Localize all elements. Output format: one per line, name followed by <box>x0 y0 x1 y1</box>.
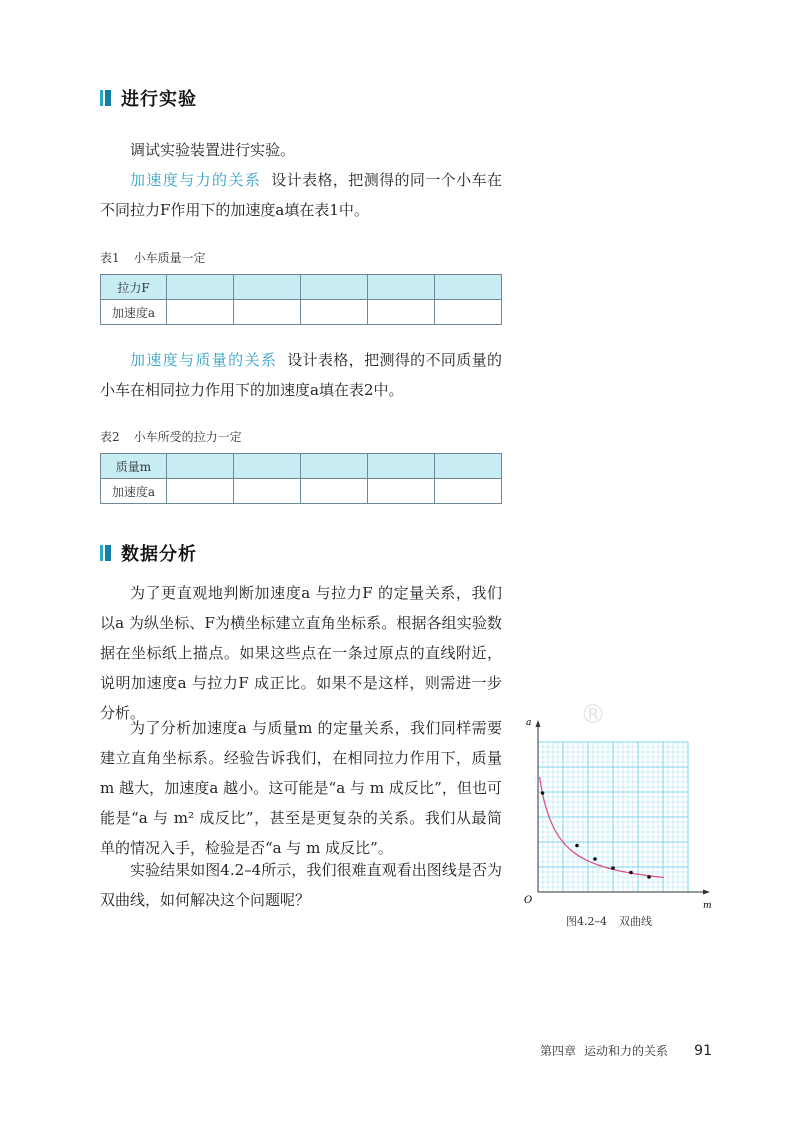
experiment-force-paragraph: 加速度与力的关系 设计表格，把测得的同一个小车在不同拉力F作用下的加速度a填在表1中。 <box>100 171 502 219</box>
table-row <box>101 300 502 325</box>
row-label-force: 拉力F <box>101 275 167 300</box>
page-footer <box>540 1042 712 1059</box>
section-heading-analysis <box>100 541 197 565</box>
y-axis-label: a <box>526 718 532 728</box>
row-label-mass: 质量m <box>101 454 167 479</box>
table-row <box>101 479 502 504</box>
origin-label: O <box>524 895 533 906</box>
registered-watermark: ® <box>580 700 606 730</box>
section-title: 数据分析 <box>121 544 197 565</box>
figure-caption: 图4.2–4 双曲线 <box>566 915 652 928</box>
section-title: 进行实验 <box>121 89 197 110</box>
experiment-mass-paragraph: 加速度与质量的关系 设计表格，把测得的不同质量的小车在相同拉力作用下的加速度a填在表2中。 <box>100 351 502 399</box>
row-label-acceleration: 加速度a <box>101 300 167 325</box>
table2 <box>100 453 502 504</box>
y-axis-arrow-icon <box>536 720 541 727</box>
table-row <box>101 275 502 300</box>
table1-caption: 表1 小车质量一定 <box>100 251 206 265</box>
data-point <box>647 875 651 879</box>
analysis-paragraph-2: 为了分析加速度a 与质量m 的定量关系，我们同样需要建立直角坐标系。经验告诉我们，在相同拉力作用下，质量m 越大，加速度a 越小。这可能是“a 与 m 成反比”，但也可能是“a 与 m² 成反比”，甚至是更复杂的关系。我们从最简单的情况入手，检验是否“a 与 m 成反比”。 <box>100 719 502 857</box>
section-heading-experiment <box>100 86 197 110</box>
data-point <box>629 871 633 875</box>
table2-caption: 表2 小车所受的拉力一定 <box>100 430 242 444</box>
table1 <box>100 274 502 325</box>
keyword-acceleration-force: 加速度与力的关系 <box>130 171 262 189</box>
footer-chapter: 第四章 <box>540 1044 577 1058</box>
x-axis-arrow-icon <box>703 890 710 895</box>
page-number: 91 <box>694 1043 712 1059</box>
analysis-paragraph-1: 为了更直观地判断加速度a 与拉力F 的定量关系，我们以a 为纵坐标、F为横坐标建立直角坐标系。根据各组实验数据在坐标纸上描点。如果这些点在一条过原点的直线附近，说明加速度a 与拉力F 成正比。如果不是这样，则需进一步分析。 <box>100 584 502 722</box>
x-axis-label: m <box>703 901 712 911</box>
heading-marker-icon <box>100 545 111 561</box>
table-row <box>101 454 502 479</box>
analysis-paragraph-3: 实验结果如图4.2–4所示，我们很难直观看出图线是否为双曲线，如何解决这个问题呢？ <box>100 861 502 909</box>
data-point <box>593 857 597 861</box>
hyperbola-graph <box>516 716 716 912</box>
keyword-acceleration-mass: 加速度与质量的关系 <box>130 351 278 369</box>
intro-paragraph: 调试实验装置进行实验。 <box>130 141 296 159</box>
heading-marker-icon <box>100 90 111 106</box>
data-point <box>541 791 545 795</box>
data-point <box>575 844 579 848</box>
data-point <box>611 866 615 870</box>
row-label-acceleration: 加速度a <box>101 479 167 504</box>
footer-topic: 运动和力的关系 <box>584 1044 669 1058</box>
